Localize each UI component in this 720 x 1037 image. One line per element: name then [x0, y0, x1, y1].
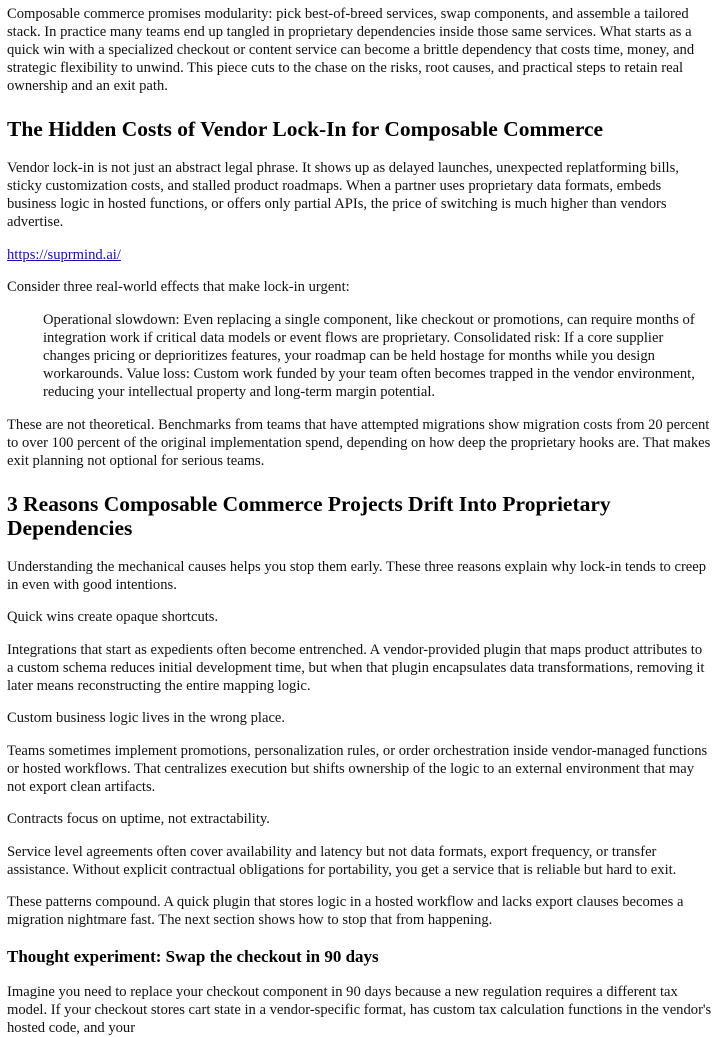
section-heading-hidden-costs: The Hidden Costs of Vendor Lock-In for Composable Commerce [7, 117, 604, 141]
reason-1-body: Integrations that start as expedients often become entrenched. A vendor-provided plugin that maps product attributes to a custom schema reduces initial development time, but when that plugin encapsulates data transformations, removing it later means reconstructing the entire mapping logic. [7, 641, 705, 694]
hidden-costs-paragraph: Vendor lock-in is not just an abstract legal phrase. It shows up as delayed launches, unexpected replatforming bills, sticky customization costs, and stalled product roadmaps. When a partner uses proprietary data formats, embeds business logic in hosted functions, or offers only partial APIs, the price of switching is much higher than vendors advertise. [7, 160, 679, 230]
effects-intro-paragraph: Consider three real-world effects that make lock-in urgent: [7, 279, 350, 295]
link-paragraph [7, 246, 712, 264]
reason-2-title: Custom business logic lives in the wrong place. [7, 710, 286, 726]
thought-experiment-paragraph: Imagine you need to replace your checkout component in 90 days because a new regulation requires a different tax model. If your checkout stores cart state in a vendor-specific format, has custom tax calculation functions in the vendor's hosted code, and your [7, 984, 712, 1036]
effects-blockquote: Operational slowdown: Even replacing a single component, like checkout or promotions, can require months of integration work if critical data models or event flows are proprietary. Consolidated risk: If a core supplier changes pricing or deprioritizes features, your roadmap can be held hostage for months while you design workarounds. Value loss: Custom work funded by your team often becomes trapped in the vendor environment, reducing your intellectual property and long-term margin potential. [43, 311, 695, 400]
reason-3-body: Service level agreements often cover availability and latency but not data formats, export frequency, or transfer assistance. Without explicit contractual obligations for portability, you get a service that is reliable but hard to exit. [7, 843, 677, 878]
reasons-intro-paragraph: Understanding the mechanical causes helps you stop them early. These three reasons explain why lock-in tends to creep in even with good intentions. [7, 558, 707, 593]
section-heading-three-reasons: 3 Reasons Composable Commerce Projects Drift Into Proprietary Dependencies [7, 491, 611, 540]
intro-paragraph: Composable commerce promises modularity: pick best-of-breed services, swap components, and assemble a tailored stack. In practice many teams end up tangled in proprietary dependencies inside those same services. What starts as a quick win with a specialized checkout or content service can become a brittle dependency that costs time, money, and strategic flexibility to unwind. This piece cuts to the chase on the risks, root causes, and practical steps to retain real ownership and an exit path. [7, 6, 695, 94]
reason-1-title: Quick wins create opaque shortcuts. [7, 609, 219, 625]
suprmind-link[interactable]: https://suprmind.ai/ [7, 246, 121, 263]
reason-2-body: Teams sometimes implement promotions, personalization rules, or order orchestration inside vendor-managed functions or hosted workflows. That centralizes execution but shifts ownership of the logic to an external environment that may not export clean artifacts. [7, 742, 708, 795]
reason-3-title: Contracts focus on uptime, not extractability. [7, 811, 270, 827]
patterns-paragraph: These patterns compound. A quick plugin that stores logic in a hosted workflow and lacks export clauses becomes a migration nightmare fast. The next section shows how to stop that from happening. [7, 894, 684, 928]
benchmarks-paragraph: These are not theoretical. Benchmarks from teams that have attempted migrations show migration costs from 20 percent to over 100 percent of the original implementation spend, depending on how deep the proprietary hooks are. That makes exit planning not optional for serious teams. [7, 416, 711, 469]
section-heading-thought-experiment: Thought experiment: Swap the checkout in 90 days [7, 947, 379, 966]
